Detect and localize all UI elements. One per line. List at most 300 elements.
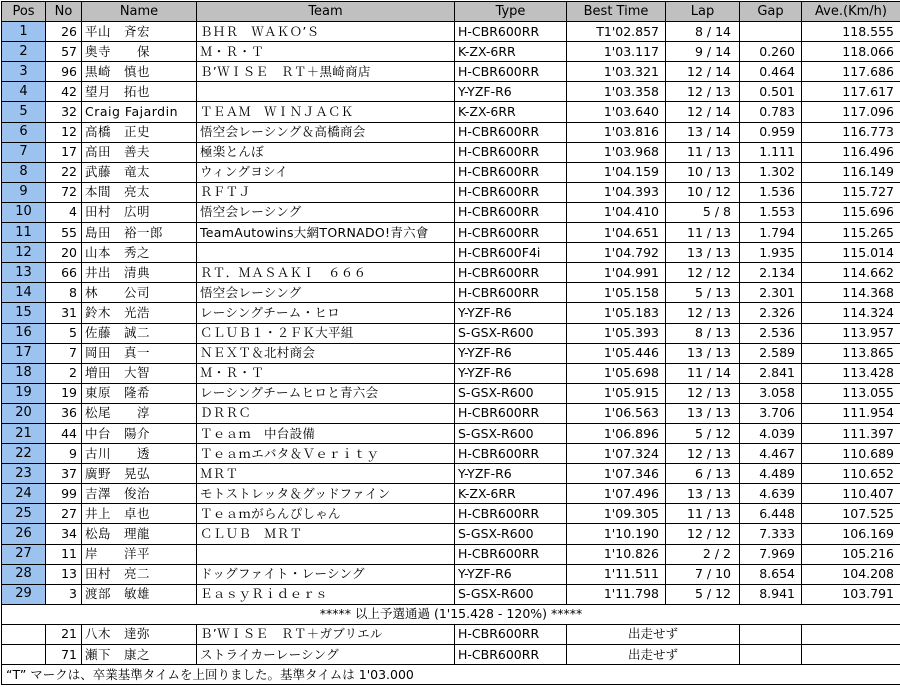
team-cell: ＭＲＴ xyxy=(197,464,455,484)
lap-cell: 5 / 13 xyxy=(666,283,740,303)
team-cell: 極楽とんぼ xyxy=(197,142,455,162)
gap-cell xyxy=(740,645,802,665)
lap-cell: 12 / 12 xyxy=(666,263,740,283)
best-time-cell: 1'11.798 xyxy=(567,584,666,604)
type-cell: Y-YZF-R6 xyxy=(455,82,567,102)
name-cell: 増田 大智 xyxy=(82,363,197,383)
gap-cell: 3.058 xyxy=(740,383,802,403)
pos-cell: 1 xyxy=(2,22,46,42)
ave-cell: 104.208 xyxy=(802,564,900,584)
team-cell xyxy=(197,243,455,263)
footer-note: “T” マークは、卒業基準タイムを上回りました。基準タイムは 1'03.000 xyxy=(2,665,900,685)
ave-cell: 114.662 xyxy=(802,263,900,283)
dns-row xyxy=(2,645,900,665)
ave-cell: 110.652 xyxy=(802,464,900,484)
team-cell: モトストレッタ＆グッドファイン xyxy=(197,484,455,504)
no-cell: 22 xyxy=(46,162,82,182)
lap-cell: 5 / 8 xyxy=(666,202,740,222)
results-table xyxy=(1,1,900,685)
ave-cell: 113.865 xyxy=(802,343,900,363)
name-cell: 東原 隆希 xyxy=(82,383,197,403)
pos-cell: 12 xyxy=(2,243,46,263)
status-cell: 出走せず xyxy=(567,624,740,644)
header-name: Name xyxy=(82,2,197,22)
no-cell: 5 xyxy=(46,323,82,343)
ave-cell: 110.407 xyxy=(802,484,900,504)
best-time-cell: 1'03.117 xyxy=(567,42,666,62)
type-cell: S-GSX-R600 xyxy=(455,524,567,544)
table-row xyxy=(2,323,900,343)
no-cell: 44 xyxy=(46,423,82,443)
ave-cell: 115.014 xyxy=(802,243,900,263)
name-cell: 渡部 敏雄 xyxy=(82,584,197,604)
ave-cell: 117.617 xyxy=(802,82,900,102)
team-cell: Ｔｅａｍがらんぴしゃん xyxy=(197,504,455,524)
type-cell: K-ZX-6RR xyxy=(455,42,567,62)
pos-cell: 26 xyxy=(2,524,46,544)
best-time-cell: 1'06.563 xyxy=(567,403,666,423)
type-cell: H-CBR600RR xyxy=(455,504,567,524)
no-cell: 96 xyxy=(46,62,82,82)
gap-cell: 0.260 xyxy=(740,42,802,62)
pos-cell: 9 xyxy=(2,182,46,202)
best-time-cell: 1'04.393 xyxy=(567,182,666,202)
lap-cell: 12 / 14 xyxy=(666,102,740,122)
ave-cell: 103.791 xyxy=(802,584,900,604)
dns-row xyxy=(2,624,900,644)
table-row xyxy=(2,243,900,263)
qualify-note-row xyxy=(2,604,900,624)
type-cell: H-CBR600RR xyxy=(455,624,567,644)
no-cell: 13 xyxy=(46,564,82,584)
name-cell: 望月 拓也 xyxy=(82,82,197,102)
name-cell: 松島 理龍 xyxy=(82,524,197,544)
name-cell: 古川 透 xyxy=(82,444,197,464)
pos-cell: 8 xyxy=(2,162,46,182)
ave-cell: 105.216 xyxy=(802,544,900,564)
pos-cell: 18 xyxy=(2,363,46,383)
gap-cell: 1.536 xyxy=(740,182,802,202)
best-time-cell: 1'05.446 xyxy=(567,343,666,363)
best-time-cell: 1'09.305 xyxy=(567,504,666,524)
type-cell: H-CBR600RR xyxy=(455,162,567,182)
team-cell: ＲＦＴＪ xyxy=(197,182,455,202)
pos-cell: 14 xyxy=(2,283,46,303)
team-cell: Ｂ’ＷＩＳＥ ＲＴ＋ガブリエル xyxy=(197,624,455,644)
ave-cell: 116.773 xyxy=(802,122,900,142)
table-row xyxy=(2,464,900,484)
team-cell: ＴＥＡＭ ＷＩＮＪＡＣＫ xyxy=(197,102,455,122)
gap-cell: 6.448 xyxy=(740,504,802,524)
best-time-cell: 1'03.816 xyxy=(567,122,666,142)
pos-cell: 24 xyxy=(2,484,46,504)
gap-cell: 8.654 xyxy=(740,564,802,584)
header-best-time: Best Time xyxy=(567,2,666,22)
name-cell: 廣野 晃弘 xyxy=(82,464,197,484)
gap-cell: 4.467 xyxy=(740,444,802,464)
pos-cell: 6 xyxy=(2,122,46,142)
type-cell: Y-YZF-R6 xyxy=(455,303,567,323)
pos-cell: 28 xyxy=(2,564,46,584)
type-cell: H-CBR600RR xyxy=(455,544,567,564)
pos-cell: 13 xyxy=(2,263,46,283)
pos-cell: 7 xyxy=(2,142,46,162)
name-cell: 岡田 真一 xyxy=(82,343,197,363)
table-row xyxy=(2,223,900,243)
gap-cell: 1.111 xyxy=(740,142,802,162)
type-cell: H-CBR600F4i xyxy=(455,243,567,263)
lap-cell: 12 / 13 xyxy=(666,82,740,102)
results-body xyxy=(2,22,900,605)
lap-cell: 10 / 12 xyxy=(666,182,740,202)
pos-cell: 20 xyxy=(2,403,46,423)
team-cell: ＣＬＵＢ１・２ＦＫ大平組 xyxy=(197,323,455,343)
table-row xyxy=(2,162,900,182)
lap-cell: 2 / 2 xyxy=(666,544,740,564)
lap-cell: 12 / 13 xyxy=(666,303,740,323)
lap-cell: 5 / 12 xyxy=(666,423,740,443)
gap-cell: 0.464 xyxy=(740,62,802,82)
team-cell: ＲＴ．ＭＡＳＡＫＩ ６６６ xyxy=(197,263,455,283)
name-cell: 瀬下 康之 xyxy=(82,645,197,665)
ave-cell: 107.525 xyxy=(802,504,900,524)
lap-cell: 10 / 13 xyxy=(666,162,740,182)
lap-cell: 11 / 13 xyxy=(666,504,740,524)
ave-cell xyxy=(802,624,900,644)
status-cell: 出走せず xyxy=(567,645,740,665)
gap-cell: 0.783 xyxy=(740,102,802,122)
header-type: Type xyxy=(455,2,567,22)
team-cell xyxy=(197,544,455,564)
lap-cell: 7 / 10 xyxy=(666,564,740,584)
team-cell: レーシングチーム・ヒロ xyxy=(197,303,455,323)
ave-cell: 116.496 xyxy=(802,142,900,162)
gap-cell: 7.969 xyxy=(740,544,802,564)
table-row xyxy=(2,524,900,544)
best-time-cell: 1'04.159 xyxy=(567,162,666,182)
best-time-cell: 1'07.324 xyxy=(567,444,666,464)
table-row xyxy=(2,263,900,283)
no-cell: 37 xyxy=(46,464,82,484)
team-cell: ストライカーレーシング xyxy=(197,645,455,665)
type-cell: H-CBR600RR xyxy=(455,223,567,243)
header-lap: Lap xyxy=(666,2,740,22)
gap-cell: 4.639 xyxy=(740,484,802,504)
team-cell: ＮＥＸＴ＆北村商会 xyxy=(197,343,455,363)
table-row xyxy=(2,383,900,403)
gap-cell: 1.302 xyxy=(740,162,802,182)
lap-cell: 5 / 12 xyxy=(666,584,740,604)
team-cell: Ｂ’ＷＩＳＥ ＲＴ＋黒崎商店 xyxy=(197,62,455,82)
ave-cell: 111.397 xyxy=(802,423,900,443)
gap-cell xyxy=(740,624,802,644)
name-cell: 井上 卓也 xyxy=(82,504,197,524)
pos-cell: 4 xyxy=(2,82,46,102)
pos-cell: 2 xyxy=(2,42,46,62)
ave-cell: 118.555 xyxy=(802,22,900,42)
table-row xyxy=(2,182,900,202)
no-cell: 8 xyxy=(46,283,82,303)
lap-cell: 11 / 13 xyxy=(666,142,740,162)
pos-cell: 19 xyxy=(2,383,46,403)
best-time-cell: 1'10.190 xyxy=(567,524,666,544)
gap-cell: 2.134 xyxy=(740,263,802,283)
best-time-cell: 1'05.158 xyxy=(567,283,666,303)
lap-cell: 8 / 14 xyxy=(666,22,740,42)
type-cell: H-CBR600RR xyxy=(455,444,567,464)
ave-cell: 115.696 xyxy=(802,202,900,222)
pos-cell: 23 xyxy=(2,464,46,484)
name-cell: 鈴木 光浩 xyxy=(82,303,197,323)
ave-cell: 113.428 xyxy=(802,363,900,383)
header-ave: Ave.(Km/h) xyxy=(802,2,900,22)
best-time-cell: 1'03.968 xyxy=(567,142,666,162)
lap-cell: 13 / 13 xyxy=(666,484,740,504)
best-time-cell: 1'03.358 xyxy=(567,82,666,102)
table-row xyxy=(2,544,900,564)
type-cell: K-ZX-6RR xyxy=(455,484,567,504)
type-cell: H-CBR600RR xyxy=(455,283,567,303)
table-row xyxy=(2,62,900,82)
lap-cell: 11 / 13 xyxy=(666,223,740,243)
table-row xyxy=(2,142,900,162)
no-cell: 21 xyxy=(46,624,82,644)
no-cell: 7 xyxy=(46,343,82,363)
gap-cell: 0.501 xyxy=(740,82,802,102)
pos-cell: 25 xyxy=(2,504,46,524)
lap-cell: 13 / 13 xyxy=(666,343,740,363)
ave-cell: 111.954 xyxy=(802,403,900,423)
table-row xyxy=(2,22,900,42)
lap-cell: 8 / 13 xyxy=(666,323,740,343)
type-cell: H-CBR600RR xyxy=(455,182,567,202)
ave-cell: 117.686 xyxy=(802,62,900,82)
team-cell: 悟空会レーシング＆高橋商会 xyxy=(197,122,455,142)
name-cell: 本間 亮太 xyxy=(82,182,197,202)
no-cell: 26 xyxy=(46,22,82,42)
pos-cell: 11 xyxy=(2,223,46,243)
lap-cell: 9 / 14 xyxy=(666,42,740,62)
pos-cell: 27 xyxy=(2,544,46,564)
best-time-cell: 1'06.896 xyxy=(567,423,666,443)
pos-cell: 22 xyxy=(2,444,46,464)
table-row xyxy=(2,403,900,423)
team-cell: ＥａｓｙＲｉｄｅｒｓ xyxy=(197,584,455,604)
lap-cell: 12 / 14 xyxy=(666,62,740,82)
type-cell: S-GSX-R600 xyxy=(455,323,567,343)
table-row xyxy=(2,343,900,363)
pos-cell: 21 xyxy=(2,423,46,443)
ave-cell: 114.368 xyxy=(802,283,900,303)
type-cell: Y-YZF-R6 xyxy=(455,343,567,363)
name-cell: 松尾 淳 xyxy=(82,403,197,423)
name-cell: 山本 秀之 xyxy=(82,243,197,263)
table-row xyxy=(2,102,900,122)
no-cell: 27 xyxy=(46,504,82,524)
ave-cell xyxy=(802,645,900,665)
ave-cell: 113.957 xyxy=(802,323,900,343)
table-row xyxy=(2,484,900,504)
type-cell: H-CBR600RR xyxy=(455,22,567,42)
no-cell: 2 xyxy=(46,363,82,383)
ave-cell: 115.265 xyxy=(802,223,900,243)
no-cell: 31 xyxy=(46,303,82,323)
gap-cell: 2.326 xyxy=(740,303,802,323)
gap-cell: 3.706 xyxy=(740,403,802,423)
team-cell: ＢＨＲ ＷＡＫＯ’Ｓ xyxy=(197,22,455,42)
table-row xyxy=(2,82,900,102)
name-cell: 高橋 正史 xyxy=(82,122,197,142)
no-cell: 71 xyxy=(46,645,82,665)
team-cell: ＤＲＲＣ xyxy=(197,403,455,423)
header-pos: Pos xyxy=(2,2,46,22)
pos-cell: 15 xyxy=(2,303,46,323)
no-cell: 55 xyxy=(46,223,82,243)
table-row xyxy=(2,584,900,604)
no-cell: 4 xyxy=(46,202,82,222)
header-team: Team xyxy=(197,2,455,22)
name-cell: 林 公司 xyxy=(82,283,197,303)
type-cell: H-CBR600RR xyxy=(455,122,567,142)
type-cell: H-CBR600RR xyxy=(455,142,567,162)
footer-body xyxy=(2,665,900,685)
ave-cell: 116.149 xyxy=(802,162,900,182)
name-cell: 岸 洋平 xyxy=(82,544,197,564)
team-cell: Ｍ・Ｒ・Ｔ xyxy=(197,42,455,62)
gap-cell: 7.333 xyxy=(740,524,802,544)
team-cell: 悟空会レーシング xyxy=(197,283,455,303)
lap-cell: 13 / 13 xyxy=(666,243,740,263)
table-row xyxy=(2,564,900,584)
pos-cell xyxy=(2,624,46,644)
team-cell: TeamAutowins大網TORNADO!青六會 xyxy=(197,223,455,243)
gap-cell: 2.589 xyxy=(740,343,802,363)
ave-cell: 117.096 xyxy=(802,102,900,122)
name-cell: 田村 亮二 xyxy=(82,564,197,584)
gap-cell: 4.039 xyxy=(740,423,802,443)
type-cell: S-GSX-R600 xyxy=(455,423,567,443)
team-cell: ＣＬＵＢ ＭＲＴ xyxy=(197,524,455,544)
no-cell: 66 xyxy=(46,263,82,283)
team-cell: Ｔｅａｍエバタ＆Ｖｅｒｉｔｙ xyxy=(197,444,455,464)
type-cell: K-ZX-6RR xyxy=(455,102,567,122)
best-time-cell: 1'07.346 xyxy=(567,464,666,484)
lap-cell: 12 / 13 xyxy=(666,383,740,403)
team-cell xyxy=(197,82,455,102)
name-cell: 佐藤 誠二 xyxy=(82,323,197,343)
best-time-cell: 1'05.698 xyxy=(567,363,666,383)
gap-cell: 1.553 xyxy=(740,202,802,222)
name-cell: 奥寺 保 xyxy=(82,42,197,62)
type-cell: H-CBR600RR xyxy=(455,202,567,222)
table-row xyxy=(2,283,900,303)
name-cell: 井出 清典 xyxy=(82,263,197,283)
no-cell: 36 xyxy=(46,403,82,423)
name-cell: 武藤 竜太 xyxy=(82,162,197,182)
table-row xyxy=(2,363,900,383)
pos-cell: 3 xyxy=(2,62,46,82)
best-time-cell: 1'10.826 xyxy=(567,544,666,564)
table-row xyxy=(2,303,900,323)
gap-cell: 1.935 xyxy=(740,243,802,263)
ave-cell: 113.055 xyxy=(802,383,900,403)
gap-cell: 8.941 xyxy=(740,584,802,604)
name-cell: Craig Fajardin xyxy=(82,102,197,122)
ave-cell: 106.169 xyxy=(802,524,900,544)
no-cell: 72 xyxy=(46,182,82,202)
best-time-cell: 1'04.792 xyxy=(567,243,666,263)
no-cell: 12 xyxy=(46,122,82,142)
no-cell: 57 xyxy=(46,42,82,62)
lap-cell: 11 / 14 xyxy=(666,363,740,383)
name-cell: 八木 達弥 xyxy=(82,624,197,644)
gap-cell: 1.794 xyxy=(740,223,802,243)
no-cell: 9 xyxy=(46,444,82,464)
best-time-cell: 1'04.651 xyxy=(567,223,666,243)
table-row xyxy=(2,42,900,62)
no-cell: 99 xyxy=(46,484,82,504)
no-cell: 32 xyxy=(46,102,82,122)
type-cell: H-CBR600RR xyxy=(455,645,567,665)
no-cell: 20 xyxy=(46,243,82,263)
team-cell: 悟空会レーシング xyxy=(197,202,455,222)
pos-cell: 16 xyxy=(2,323,46,343)
gap-cell xyxy=(740,22,802,42)
name-cell: 島田 裕一郎 xyxy=(82,223,197,243)
gap-cell: 0.959 xyxy=(740,122,802,142)
no-cell: 19 xyxy=(46,383,82,403)
team-cell: レーシングチームヒロと青六会 xyxy=(197,383,455,403)
table-row xyxy=(2,444,900,464)
header-gap: Gap xyxy=(740,2,802,22)
lap-cell: 12 / 13 xyxy=(666,444,740,464)
no-cell: 34 xyxy=(46,524,82,544)
gap-cell: 4.489 xyxy=(740,464,802,484)
best-time-cell: 1'03.640 xyxy=(567,102,666,122)
ave-cell: 114.324 xyxy=(802,303,900,323)
gap-cell: 2.301 xyxy=(740,283,802,303)
best-time-cell: 1'04.991 xyxy=(567,263,666,283)
type-cell: H-CBR600RR xyxy=(455,62,567,82)
best-time-cell: T1'02.857 xyxy=(567,22,666,42)
best-time-cell: 1'05.393 xyxy=(567,323,666,343)
pos-cell: 17 xyxy=(2,343,46,363)
team-cell: Ｍ・Ｒ・Ｔ xyxy=(197,363,455,383)
no-cell: 11 xyxy=(46,544,82,564)
pos-cell: 5 xyxy=(2,102,46,122)
lap-cell: 13 / 14 xyxy=(666,122,740,142)
type-cell: Y-YZF-R6 xyxy=(455,464,567,484)
table-row xyxy=(2,423,900,443)
no-cell: 17 xyxy=(46,142,82,162)
best-time-cell: 1'07.496 xyxy=(567,484,666,504)
header-no: No xyxy=(46,2,82,22)
lap-cell: 12 / 12 xyxy=(666,524,740,544)
team-cell: ウィングヨシイ xyxy=(197,162,455,182)
type-cell: Y-YZF-R6 xyxy=(455,363,567,383)
team-cell: Ｔｅａｍ 中台設備 xyxy=(197,423,455,443)
name-cell: 黒崎 慎也 xyxy=(82,62,197,82)
best-time-cell: 1'04.410 xyxy=(567,202,666,222)
type-cell: Y-YZF-R6 xyxy=(455,564,567,584)
gap-cell: 2.536 xyxy=(740,323,802,343)
no-cell: 42 xyxy=(46,82,82,102)
best-time-cell: 1'11.511 xyxy=(567,564,666,584)
type-cell: S-GSX-R600 xyxy=(455,383,567,403)
name-cell: 高田 善夫 xyxy=(82,142,197,162)
extra-body xyxy=(2,604,900,624)
lap-cell: 6 / 13 xyxy=(666,464,740,484)
